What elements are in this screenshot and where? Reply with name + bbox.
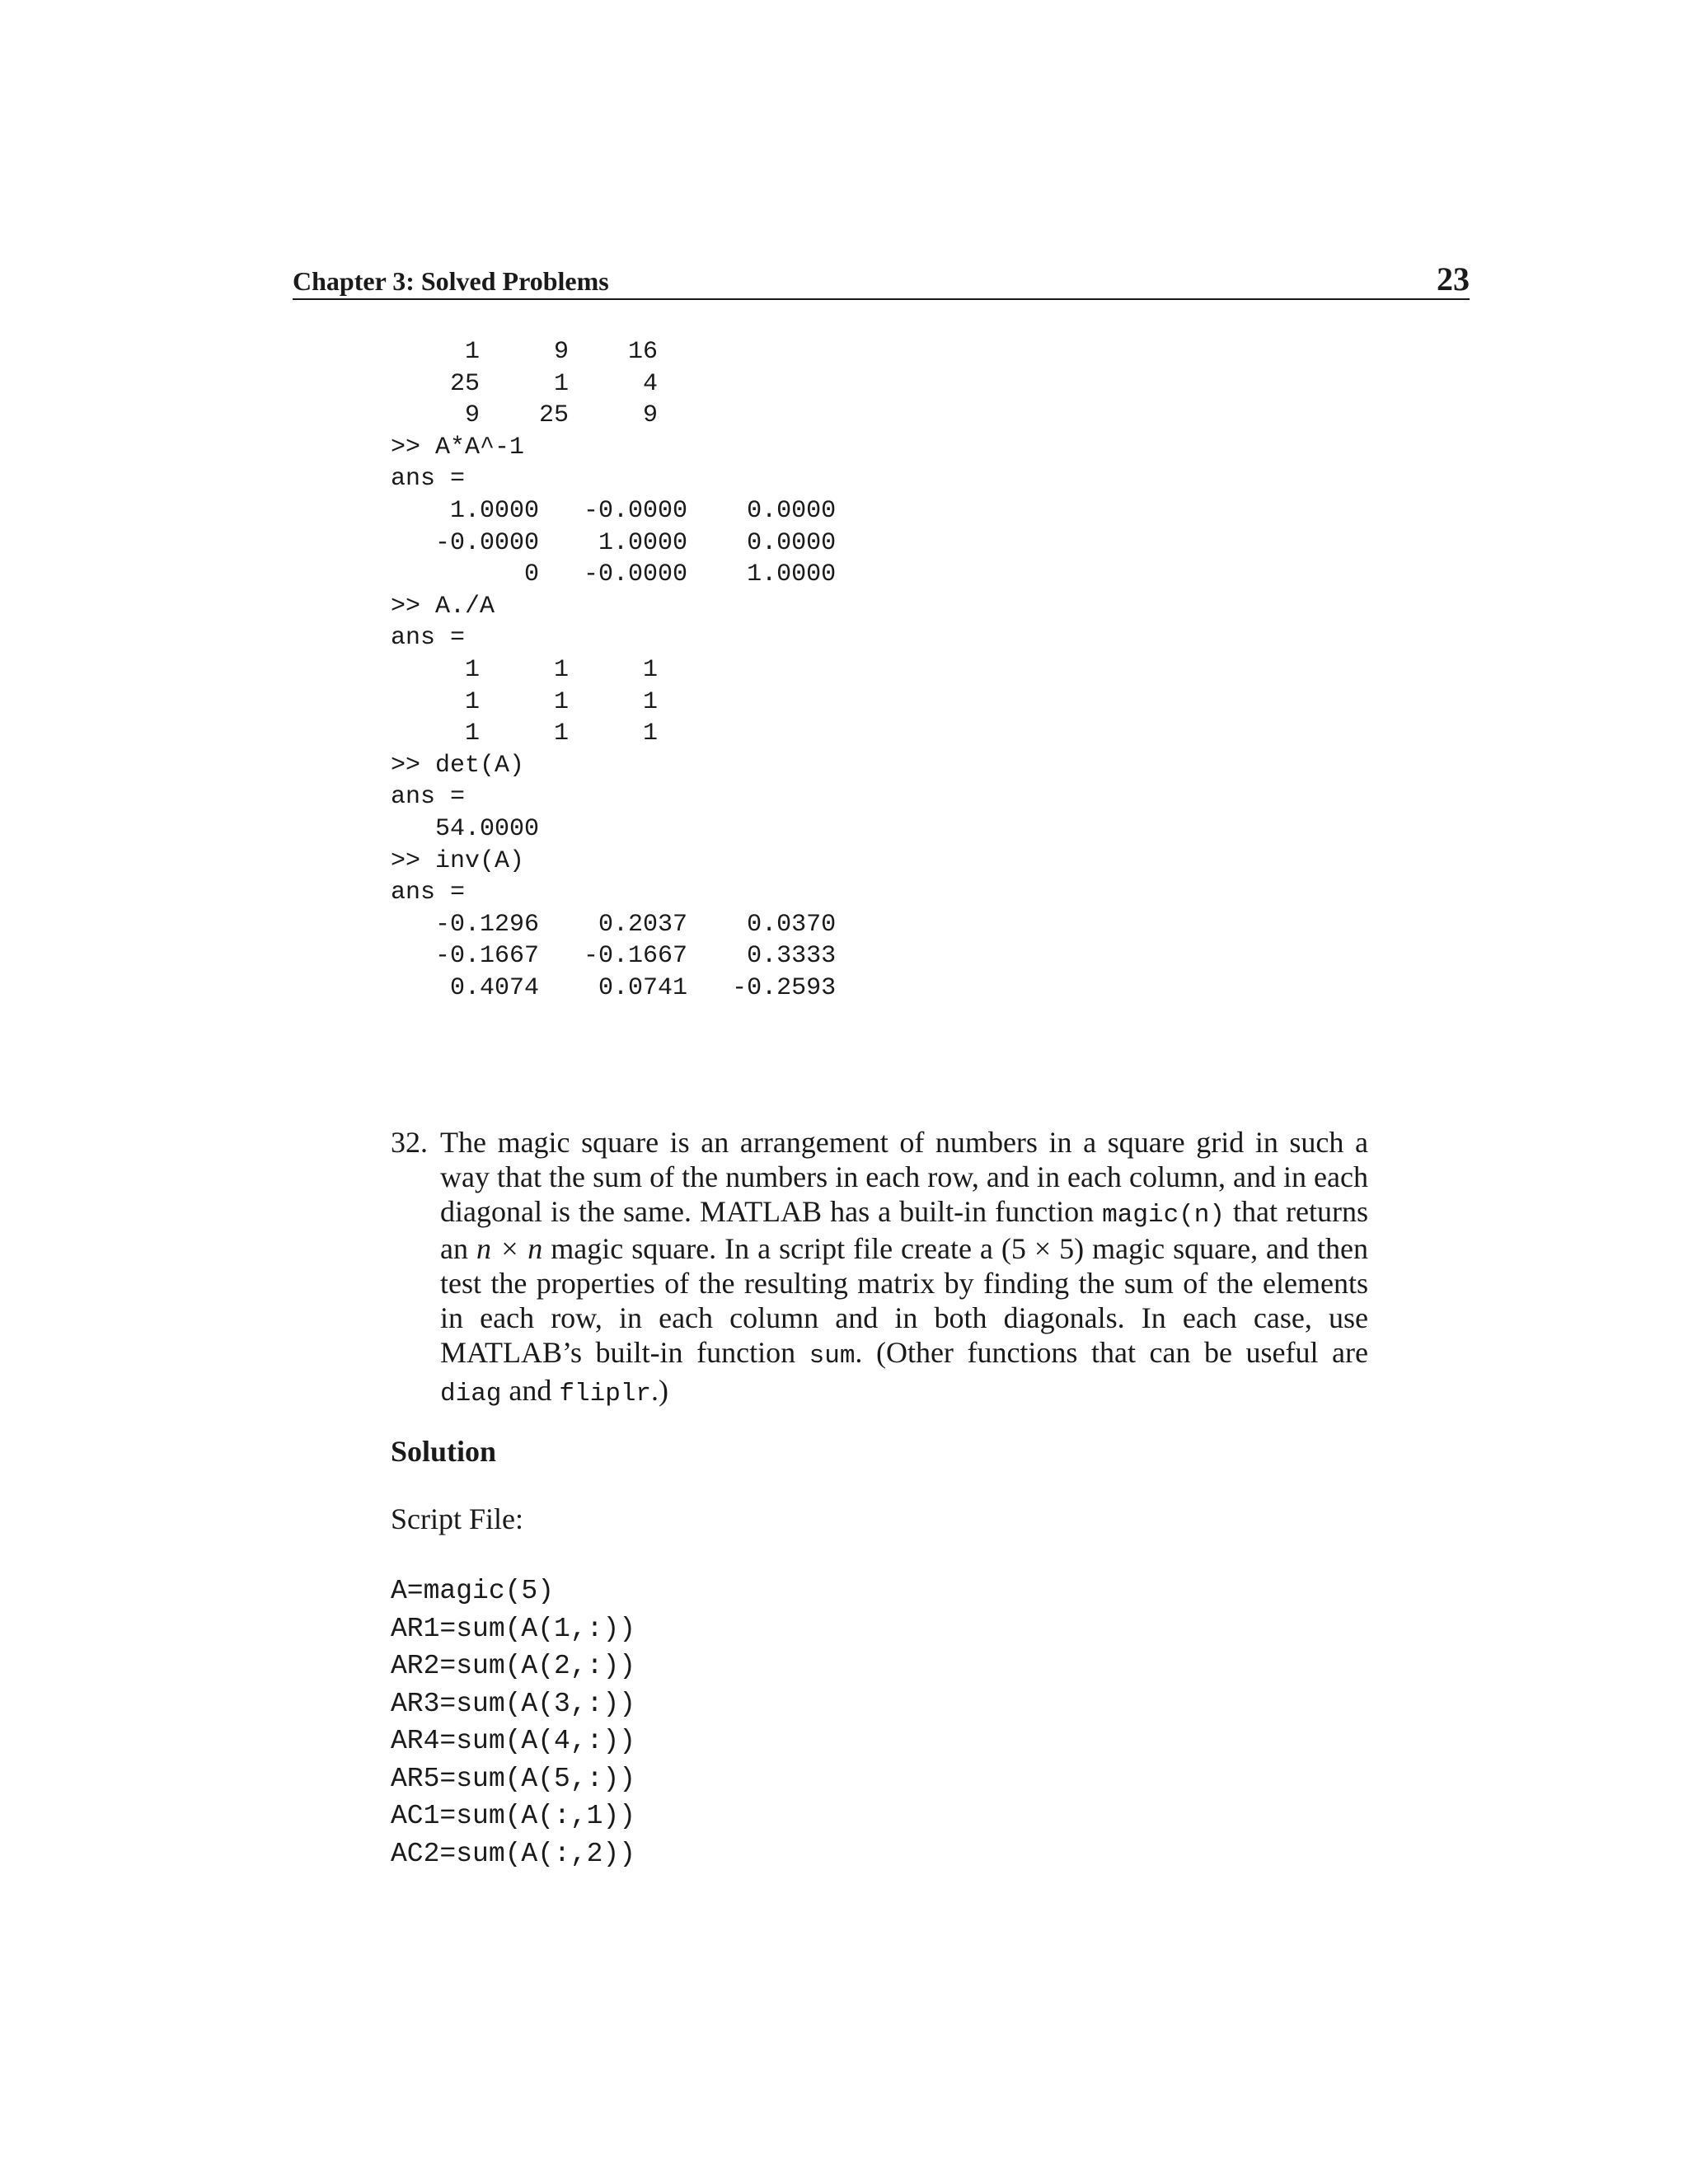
script-code: A=magic(5) AR1=sum(A(1,:)) AR2=sum(A(2,:)) AR3=sum(A(3,:)) AR4=sum(A(4,:)) AR5=sum(A(5,:)) AC1=sum(A(:,1)) AC2=sum(A(:,2)) bbox=[391, 1576, 636, 1869]
code-sum: sum bbox=[809, 1341, 856, 1371]
script-file-label: Script File: bbox=[391, 1502, 523, 1535]
math-n-by-n: n × n bbox=[476, 1232, 543, 1266]
problem-text-part: .) bbox=[651, 1373, 669, 1407]
problem-text-part: . (Other functions that can be useful are bbox=[855, 1335, 1368, 1369]
matlab-console-output: 1 9 16 25 1 4 9 25 9 >> A*A^-1 ans = 1.0000 -0.0000 0.0000 -0.0000 1.0000 0.0000 0 -0.0000 1.0000 >> A./A ans = 1 1 1 1 1 1 1 1 1 >> det(A) ans = 54.0000 >> inv(A) ans = -0.1296 0.2037 0.0370 -0.1667 -0.1667 0.3333 0.4074 0.0741 -0.2593 bbox=[391, 338, 837, 1002]
code-magic: magic(n) bbox=[1102, 1200, 1225, 1230]
problem-text-part: that returns an bbox=[440, 1194, 1368, 1266]
problem-statement bbox=[440, 1126, 1368, 1411]
solution-heading: Solution bbox=[391, 1435, 497, 1468]
chapter-title: Chapter 3: Solved Problems bbox=[293, 266, 609, 296]
code-diag: diag bbox=[440, 1379, 502, 1408]
problem-text-part: The magic square is an arrangement of numbers in a square grid in such a way that the sum of the numbers in each row, and in each column, and in each diagonal is the same. MATLAB has a built-in function bbox=[440, 1126, 1368, 1228]
problem-text-part: magic square. In a script file create a (5 × 5) magic square, and then test the properties of the resulting matrix by finding the sum of the elements in each row, in each column and in both diagonals. In each case, use MATLAB’s built-in function bbox=[440, 1232, 1369, 1369]
code-fliplr: fliplr bbox=[559, 1379, 652, 1408]
running-header bbox=[293, 257, 1470, 300]
page-number: 23 bbox=[1437, 260, 1470, 298]
problem-32 bbox=[391, 1126, 1368, 1411]
problem-text-part: and bbox=[501, 1373, 560, 1407]
problem-number: 32. bbox=[391, 1126, 428, 1159]
